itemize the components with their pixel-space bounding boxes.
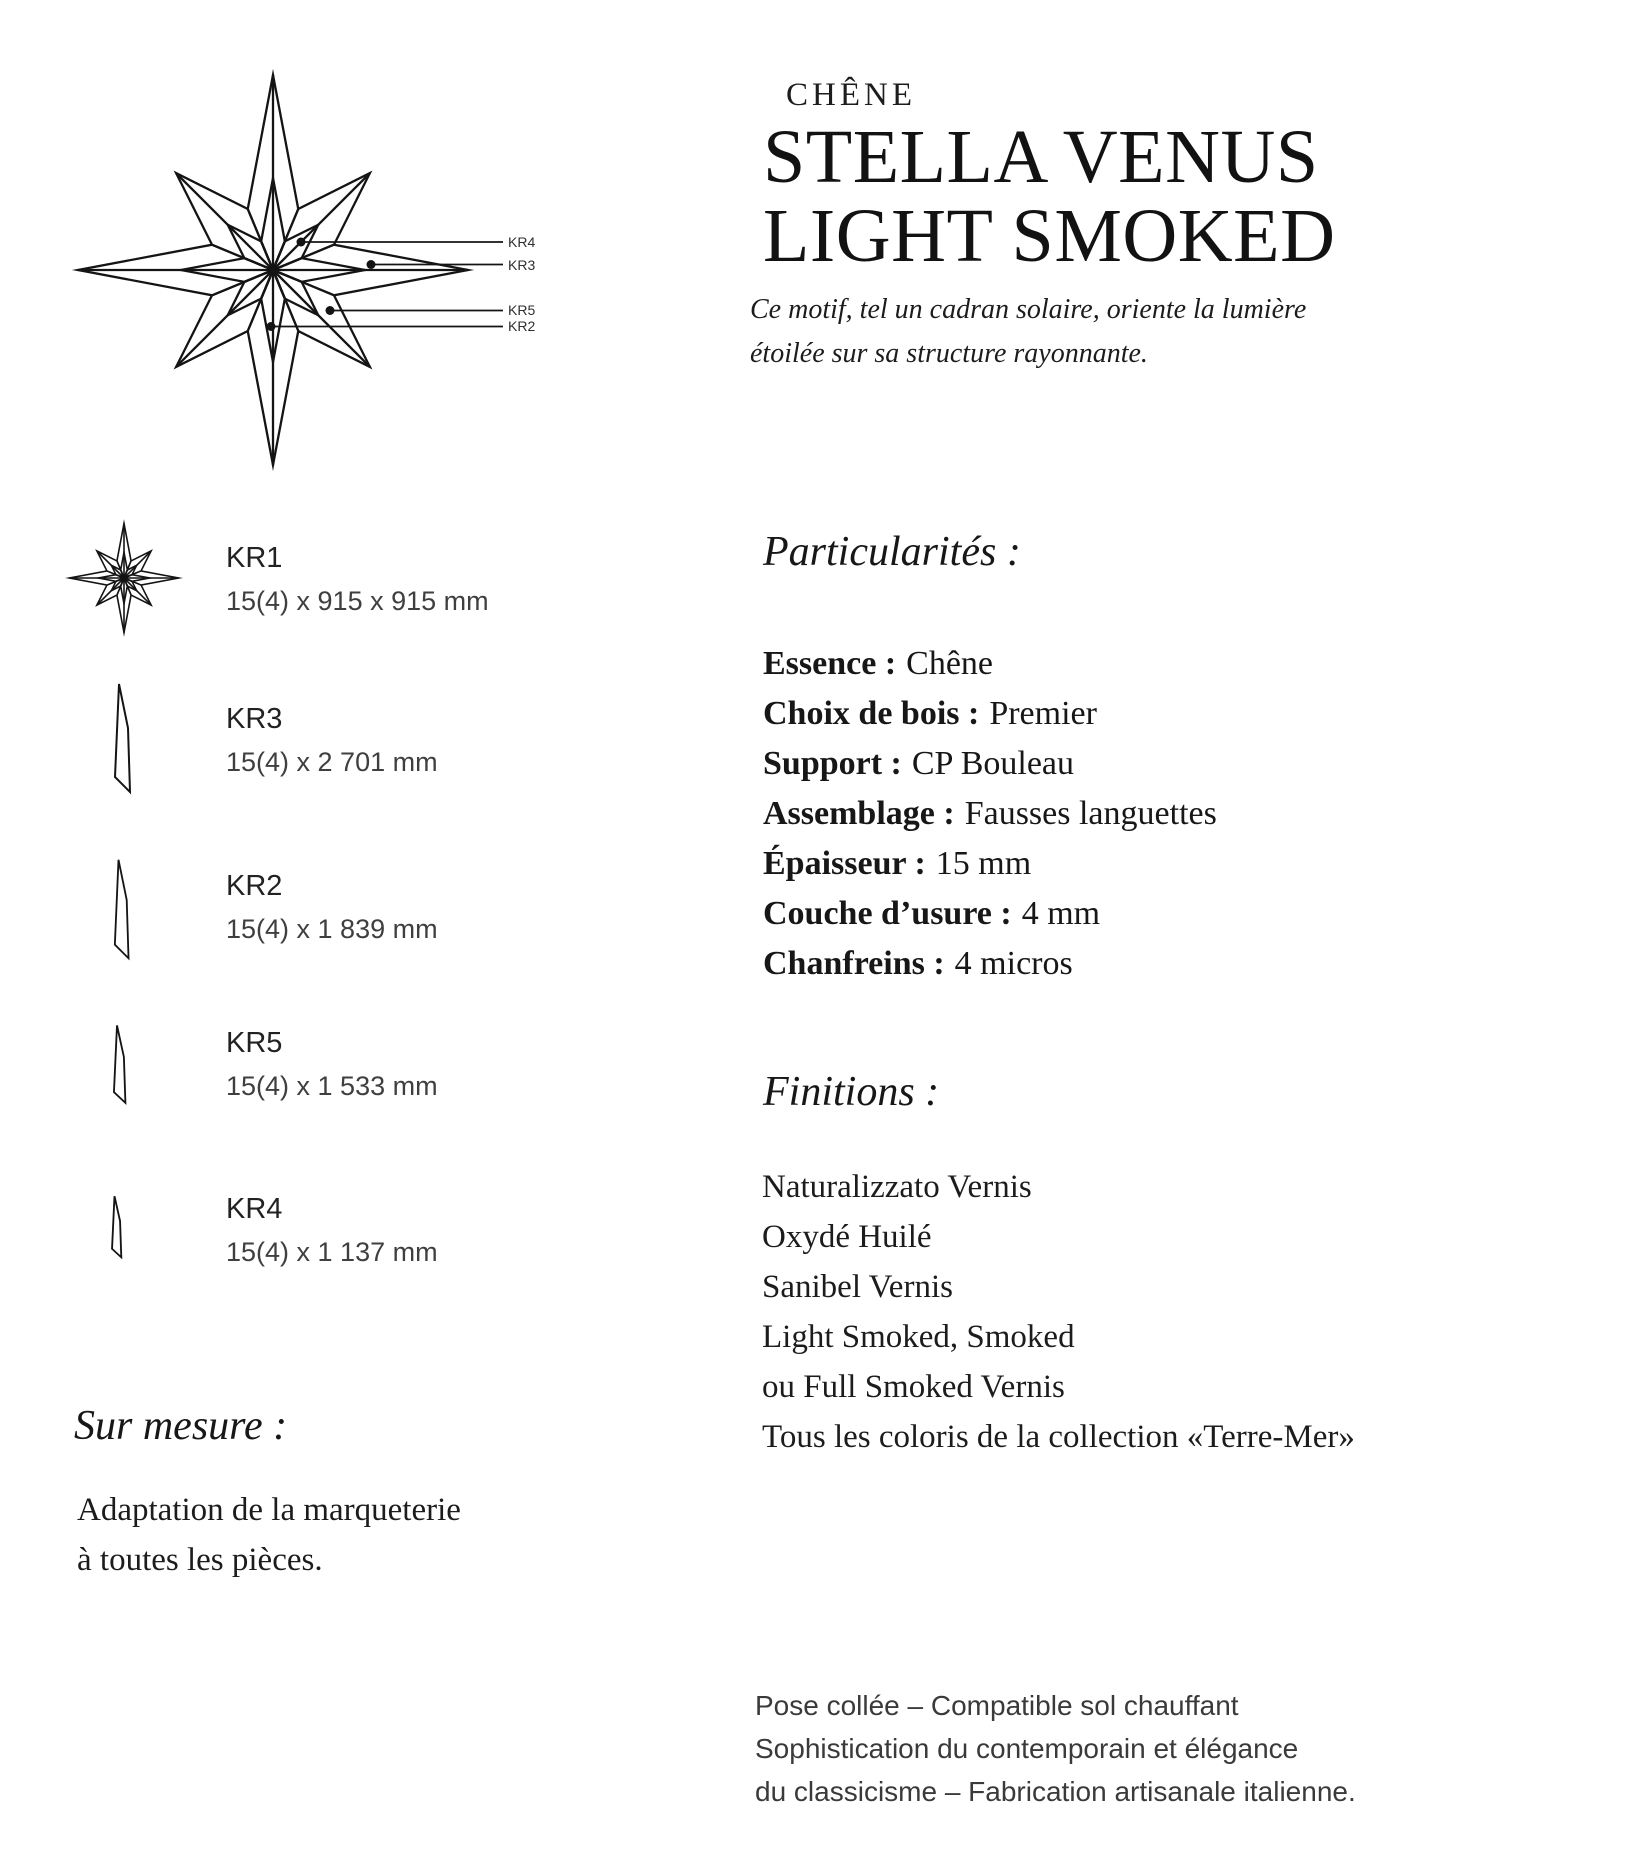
finition-item: ou Full Smoked Vernis <box>762 1369 1065 1405</box>
product-title <box>763 115 1336 278</box>
spec-value: CP Bouleau <box>911 745 1075 782</box>
part-code: KR2 <box>226 870 283 902</box>
part-dimensions: 15(4) x 1 137 mm <box>226 1237 438 1267</box>
sliver-icon <box>104 1024 130 1105</box>
footer-line: Pose collée – Compatible sol chauffant <box>755 1690 1239 1721</box>
part-code: KR3 <box>226 703 283 735</box>
part-dimensions: 15(4) x 1 839 mm <box>226 914 438 944</box>
star-diagram <box>55 50 505 490</box>
sliver-icon <box>103 858 134 961</box>
spec-value: 15 mm <box>935 845 1032 882</box>
spec-value: Chêne <box>906 645 994 682</box>
part-dimensions: 15(4) x 2 701 mm <box>226 747 438 777</box>
spec-value: Fausses languettes <box>964 795 1217 832</box>
sliver-icon <box>104 1195 125 1259</box>
finition-item: Oxydé Huilé <box>762 1219 932 1255</box>
part-code: KR5 <box>226 1027 283 1059</box>
product-description <box>750 288 1306 376</box>
sur-mesure-line: Adaptation de la marqueterie <box>77 1492 461 1528</box>
spec-row <box>763 845 1031 883</box>
finition-item: Sanibel Vernis <box>762 1269 953 1305</box>
spec-row <box>763 695 1097 733</box>
description-line: étoilée sur sa structure rayonnante. <box>750 338 1148 369</box>
spec-value: 4 mm <box>1021 895 1101 932</box>
sliver-icon <box>102 682 136 795</box>
spec-label: Assemblage : <box>763 795 955 832</box>
callout-label-kr3: KR3 <box>508 257 536 273</box>
finitions-heading: Finitions : <box>763 1069 940 1115</box>
product-title-line: LIGHT SMOKED <box>763 194 1336 278</box>
description-line: Ce motif, tel un cadran solaire, oriente la lumière <box>750 294 1307 325</box>
callout-label-kr2: KR2 <box>508 318 536 334</box>
spec-label: Chanfreins : <box>763 945 945 982</box>
footer-notes <box>755 1684 1356 1813</box>
spec-label: Choix de bois : <box>763 695 980 732</box>
part-code: KR4 <box>226 1193 283 1225</box>
callout-label-kr5: KR5 <box>508 302 536 318</box>
product-title-line: STELLA VENUS <box>763 115 1319 199</box>
spec-value: Premier <box>989 695 1097 732</box>
callout-label-kr4: KR4 <box>508 234 536 250</box>
spec-row <box>763 895 1100 933</box>
spec-row <box>763 645 993 683</box>
star-icon <box>64 518 184 638</box>
particularites-heading: Particularités : <box>763 529 1021 575</box>
compass-star-drawing <box>78 75 468 465</box>
spec-value: 4 micros <box>954 945 1073 982</box>
sur-mesure-heading: Sur mesure : <box>74 1403 288 1449</box>
spec-row <box>763 745 1074 783</box>
sur-mesure-line: à toutes les pièces. <box>77 1542 323 1578</box>
spec-label: Épaisseur : <box>763 845 926 882</box>
spec-row <box>763 945 1073 983</box>
part-dimensions: 15(4) x 1 533 mm <box>226 1071 438 1101</box>
spec-label: Support : <box>763 745 902 782</box>
spec-label: Couche d’usure : <box>763 895 1012 932</box>
spec-row <box>763 795 1217 833</box>
spec-label: Essence : <box>763 645 897 682</box>
part-dimensions: 15(4) x 915 x 915 mm <box>226 586 489 616</box>
part-code: KR1 <box>226 542 283 574</box>
product-kicker: CHÊNE <box>786 77 916 113</box>
footer-line: Sophistication du contemporain et élégance <box>755 1733 1299 1764</box>
finition-item: Tous les coloris de la collection «Terre-Mer» <box>762 1419 1355 1455</box>
footer-line: du classicisme – Fabrication artisanale italienne. <box>755 1776 1356 1807</box>
finition-item: Naturalizzato Vernis <box>762 1169 1032 1205</box>
finition-item: Light Smoked, Smoked <box>762 1319 1075 1355</box>
